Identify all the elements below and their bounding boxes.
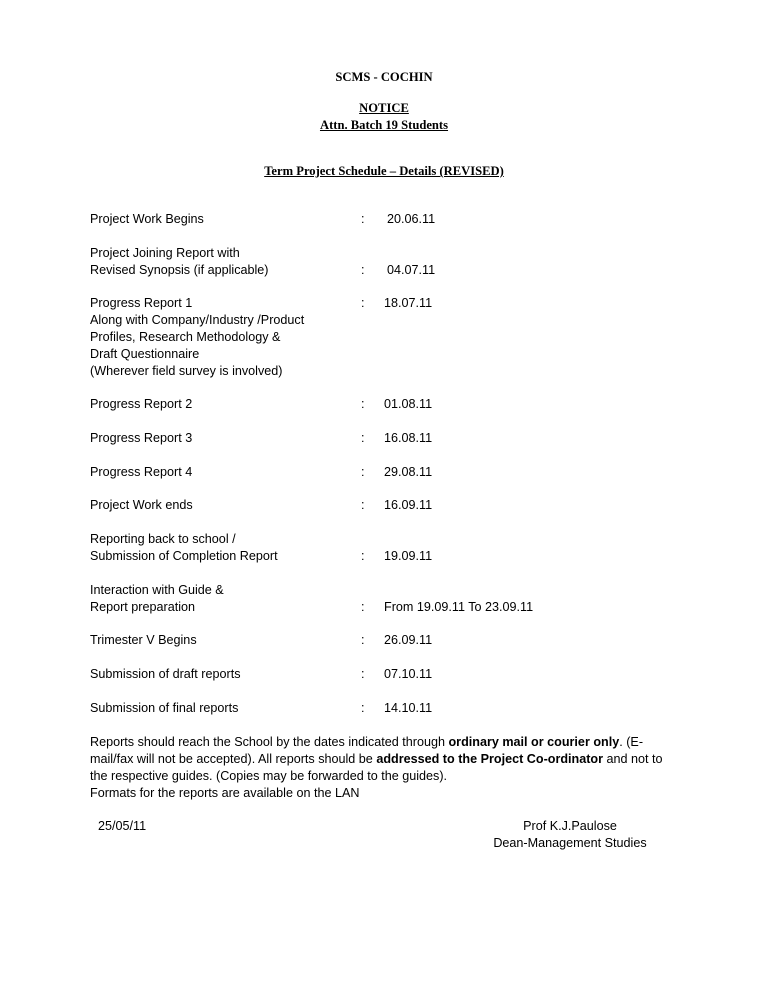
signatory-name: Prof K.J.Paulose bbox=[523, 819, 617, 833]
instructions-text bbox=[90, 734, 680, 785]
instructions-part1: Reports should reach the School by the dates indicated through bbox=[90, 735, 449, 749]
schedule-row-date: 19.09.11 bbox=[384, 549, 433, 563]
schedule-row-label bbox=[90, 295, 360, 380]
schedule-row-label bbox=[90, 497, 360, 514]
signature-block bbox=[420, 818, 720, 852]
institution-name: SCMS - COCHIN bbox=[335, 70, 433, 84]
schedule-row-date: 04.07.11 bbox=[387, 263, 436, 277]
label-line: Progress Report 4 bbox=[90, 465, 193, 479]
schedule-title: Term Project Schedule – Details (REVISED) bbox=[264, 164, 504, 178]
schedule-row-label bbox=[90, 666, 360, 683]
label-line: Trimester V Begins bbox=[90, 633, 197, 647]
attention-line: Attn. Batch 19 Students bbox=[319, 118, 449, 132]
instructions-part3: and not to the respective guides. (Copies may be forwarded to the guides). bbox=[90, 752, 663, 783]
schedule-row-label bbox=[90, 464, 360, 481]
schedule-row-colon: : bbox=[361, 701, 365, 715]
schedule-row-label bbox=[90, 245, 360, 279]
label-line: Submission of final reports bbox=[90, 701, 239, 715]
notice-date: 25/05/11 bbox=[98, 819, 147, 833]
schedule-row-date: 29.08.11 bbox=[384, 465, 433, 479]
label-line: Submission of Completion Report bbox=[90, 549, 278, 563]
label-line: Submission of draft reports bbox=[90, 667, 241, 681]
schedule-row-label bbox=[90, 700, 360, 717]
schedule-row-colon: : bbox=[361, 549, 365, 563]
label-line: Project Work ends bbox=[90, 498, 193, 512]
label-line: Progress Report 3 bbox=[90, 431, 193, 445]
label-line: Revised Synopsis (if applicable) bbox=[90, 263, 269, 277]
label-line: Project Work Begins bbox=[90, 212, 204, 226]
label-line: Interaction with Guide & bbox=[90, 583, 224, 597]
schedule-row-date: 07.10.11 bbox=[384, 667, 433, 681]
schedule-row-date: 01.08.11 bbox=[384, 397, 433, 411]
schedule-row-colon: : bbox=[361, 397, 365, 411]
label-line: Project Joining Report with bbox=[90, 246, 240, 260]
schedule-row-label bbox=[90, 582, 360, 616]
schedule-row-date: 20.06.11 bbox=[387, 212, 436, 226]
schedule-row-colon: : bbox=[361, 465, 365, 479]
schedule-row-colon: : bbox=[361, 600, 365, 614]
schedule-row-label bbox=[90, 531, 360, 565]
schedule-row-date: 16.09.11 bbox=[384, 498, 433, 512]
label-line: Along with Company/Industry /Product bbox=[90, 313, 305, 327]
schedule-row-colon: : bbox=[361, 667, 365, 681]
instructions-bold-mail: ordinary mail or courier only bbox=[448, 735, 620, 749]
formats-note: Formats for the reports are available on the LAN bbox=[90, 786, 360, 800]
schedule-row-colon: : bbox=[361, 633, 365, 647]
schedule-row-label bbox=[90, 632, 360, 649]
label-line: Report preparation bbox=[90, 600, 196, 614]
instructions-bold-coordinator: addressed to the Project Co-ordinator bbox=[376, 752, 604, 766]
schedule-row-label bbox=[90, 430, 360, 447]
label-line: Progress Report 2 bbox=[90, 397, 193, 411]
schedule-row-date: 16.08.11 bbox=[384, 431, 433, 445]
label-line: Progress Report 1 bbox=[90, 296, 193, 310]
schedule-row-label bbox=[90, 396, 360, 413]
schedule-row-colon: : bbox=[361, 296, 365, 310]
schedule-row-colon: : bbox=[361, 498, 365, 512]
schedule-row-date: 18.07.11 bbox=[384, 296, 433, 310]
schedule-row-colon: : bbox=[361, 431, 365, 445]
label-line: Reporting back to school / bbox=[90, 532, 236, 546]
signatory-designation: Dean-Management Studies bbox=[493, 836, 647, 850]
schedule-row-label bbox=[90, 211, 360, 228]
label-line: Draft Questionnaire bbox=[90, 347, 200, 361]
instructions-part2: . (E-mail/fax will not be accepted). All reports should be bbox=[90, 735, 644, 766]
schedule-row-date: 26.09.11 bbox=[384, 633, 433, 647]
schedule-row-colon: : bbox=[361, 212, 365, 226]
label-line: Profiles, Research Methodology & bbox=[90, 330, 281, 344]
instructions-paragraph bbox=[90, 734, 680, 802]
schedule-row-colon: : bbox=[361, 263, 365, 277]
notice-heading: NOTICE bbox=[359, 101, 409, 115]
schedule-row-date: From 19.09.11 To 23.09.11 bbox=[384, 600, 534, 614]
label-line: (Wherever field survey is involved) bbox=[90, 364, 283, 378]
schedule-row-date: 14.10.11 bbox=[384, 701, 433, 715]
